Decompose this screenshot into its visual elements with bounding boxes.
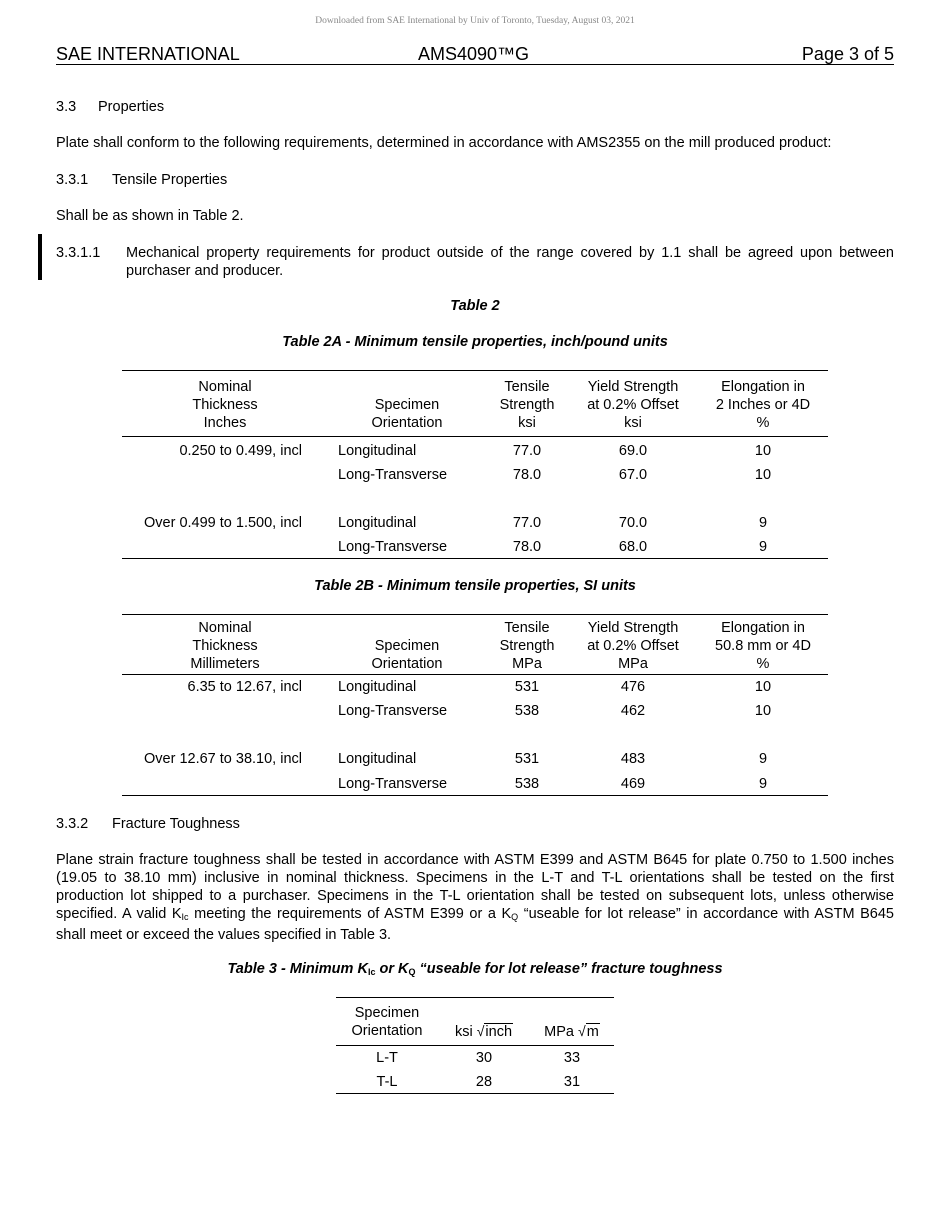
table-row bbox=[122, 514, 828, 532]
square-root-symbol: √inch bbox=[476, 1023, 513, 1040]
cell-tensile: 531 bbox=[514, 679, 540, 695]
cell-yield: 70.0 bbox=[618, 515, 648, 531]
cell-yield: 68.0 bbox=[618, 539, 648, 555]
text-run: Plane strain fracture toughness shall be tested in accordance with ASTM E399 and ASTM B645 for plate 0.750 to 1.500 inches (19.05 to 38.10 mm) inclusive in nominal thickness. Specimens in the L-T and T-L orientations shall be tested on the first production lot shipped to a purchaser. Specimens in the T-L orientation shall be tested on subsequent lots, unless otherwise specified. A valid K bbox=[56, 852, 894, 922]
cell-tensile: 77.0 bbox=[512, 515, 542, 531]
header-line: MPa bbox=[512, 656, 542, 672]
page-header bbox=[56, 44, 894, 65]
header-line: Strength bbox=[499, 397, 555, 413]
cell-orientation: Long-Transverse bbox=[338, 539, 448, 555]
cell-yield: 462 bbox=[620, 703, 646, 719]
unit-text: ksi bbox=[454, 1024, 473, 1040]
header-line: Yield Strength bbox=[587, 379, 679, 395]
header-line: Specimen bbox=[374, 397, 440, 413]
text-run: Table 3 - Minimum K bbox=[227, 961, 368, 977]
section-3-3-1-heading bbox=[56, 171, 894, 189]
header-orientation bbox=[336, 1004, 438, 1040]
cell-orientation: T-L bbox=[376, 1074, 398, 1090]
cell-orientation: Longitudinal bbox=[338, 679, 417, 695]
cell-elongation: 9 bbox=[758, 751, 768, 767]
table-top-rule bbox=[122, 370, 828, 371]
cell-thickness: Over 0.499 to 1.500, incl bbox=[144, 515, 302, 531]
cell-orientation: Long-Transverse bbox=[338, 703, 448, 719]
radicand: m bbox=[586, 1024, 599, 1040]
text-run: “useable for lot release” in accordance with ASTM B645 shall meet or exceed the values specified in Table 3. bbox=[56, 906, 894, 943]
table-row bbox=[122, 702, 828, 720]
table-row bbox=[122, 442, 828, 460]
header-elongation bbox=[698, 378, 828, 432]
radicand: inch bbox=[485, 1024, 513, 1040]
header-orientation bbox=[328, 637, 486, 673]
header-line: Inches bbox=[203, 415, 247, 431]
cell-orientation: Long-Transverse bbox=[338, 776, 448, 792]
cell-orientation: L-T bbox=[376, 1050, 398, 1066]
header-line: Nominal bbox=[198, 620, 252, 636]
table2a-caption: Table 2A - Minimum tensile properties, inch/pound units bbox=[282, 334, 668, 350]
fracture-toughness-paragraph bbox=[56, 851, 894, 944]
header-bottom-rule bbox=[122, 674, 828, 675]
subscript: Ic bbox=[181, 912, 189, 922]
table-row bbox=[122, 678, 828, 696]
section-3-3-heading bbox=[56, 98, 894, 116]
header-page-number: Page 3 of 5 bbox=[801, 44, 894, 64]
header-line: Orientation bbox=[371, 415, 443, 431]
cell-thickness: 6.35 to 12.67, incl bbox=[187, 679, 302, 695]
header-line: Specimen bbox=[374, 638, 440, 654]
cell-elongation: 9 bbox=[758, 539, 768, 555]
cell-elongation: 10 bbox=[754, 679, 772, 695]
header-elongation bbox=[698, 619, 828, 673]
cell-orientation: Long-Transverse bbox=[338, 467, 448, 483]
header-org: SAE INTERNATIONAL bbox=[56, 44, 240, 64]
header-line: Thickness bbox=[192, 397, 258, 413]
table2-reference-paragraph: Shall be as shown in Table 2. bbox=[56, 208, 244, 224]
cell-tensile: 538 bbox=[514, 776, 540, 792]
table2b-caption: Table 2B - Minimum tensile properties, SI units bbox=[314, 578, 636, 594]
table2b bbox=[122, 614, 828, 798]
section-number: 3.3 bbox=[56, 99, 77, 115]
cell-elongation: 10 bbox=[754, 467, 772, 483]
table-row bbox=[122, 466, 828, 484]
header-mpa-sqrt-m bbox=[530, 1022, 614, 1041]
header-line: Strength bbox=[499, 638, 555, 654]
cell-thickness: Over 12.67 to 38.10, incl bbox=[144, 751, 302, 767]
header-thickness bbox=[122, 619, 328, 673]
text-run: meeting the requirements of ASTM E399 or a K bbox=[188, 906, 512, 922]
subscript: Ic bbox=[367, 967, 376, 977]
table-row bbox=[336, 1073, 614, 1091]
header-orientation bbox=[328, 396, 486, 432]
cell-tensile: 77.0 bbox=[512, 443, 542, 459]
header-thickness bbox=[122, 378, 328, 432]
header-line: 2 Inches or 4D bbox=[715, 397, 811, 413]
cell-mpa: 31 bbox=[563, 1074, 581, 1090]
header-doc-number: AMS4090™G bbox=[418, 44, 530, 64]
table-bottom-rule bbox=[122, 795, 828, 796]
table-bottom-rule bbox=[336, 1093, 614, 1094]
header-tensile bbox=[486, 378, 568, 432]
revision-change-bar bbox=[38, 234, 42, 280]
header-line: Elongation in bbox=[721, 379, 805, 395]
section-number: 3.3.1 bbox=[56, 172, 89, 188]
header-line: at 0.2% Offset bbox=[587, 397, 679, 413]
cell-tensile: 531 bbox=[514, 751, 540, 767]
cell-elongation: 9 bbox=[758, 776, 768, 792]
table-top-rule bbox=[122, 614, 828, 615]
header-yield bbox=[568, 378, 698, 432]
table-bottom-rule bbox=[122, 558, 828, 559]
header-line: Yield Strength bbox=[587, 620, 679, 636]
text-run: “useable for lot release” fracture toughness bbox=[415, 961, 723, 977]
header-line: Tensile bbox=[504, 379, 550, 395]
header-line: Tensile bbox=[504, 620, 550, 636]
cell-tensile: 78.0 bbox=[512, 539, 542, 555]
header-line: Specimen bbox=[354, 1005, 420, 1021]
cell-thickness: 0.250 to 0.499, incl bbox=[179, 443, 302, 459]
cell-tensile: 538 bbox=[514, 703, 540, 719]
unit-text: MPa bbox=[544, 1024, 574, 1040]
download-notice: Downloaded from SAE International by Univ of Toronto, Tuesday, August 03, 2021 bbox=[315, 16, 635, 26]
text-run: or K bbox=[375, 961, 409, 977]
section-number: 3.3.1.1 bbox=[56, 245, 101, 261]
cell-elongation: 9 bbox=[758, 515, 768, 531]
header-line: % bbox=[756, 656, 770, 672]
table-row bbox=[122, 775, 828, 793]
cell-mpa: 33 bbox=[563, 1050, 581, 1066]
section-3-3-2-heading bbox=[56, 815, 894, 833]
cell-yield: 469 bbox=[620, 776, 646, 792]
cell-elongation: 10 bbox=[754, 703, 772, 719]
cell-elongation: 10 bbox=[754, 443, 772, 459]
cell-ksi: 28 bbox=[475, 1074, 493, 1090]
table3-caption bbox=[0, 961, 950, 977]
table-row bbox=[122, 538, 828, 556]
section-number: 3.3.2 bbox=[56, 816, 89, 832]
header-line: % bbox=[756, 415, 770, 431]
cell-orientation: Longitudinal bbox=[338, 515, 417, 531]
header-line: Thickness bbox=[192, 638, 258, 654]
cell-orientation: Longitudinal bbox=[338, 443, 417, 459]
header-line: MPa bbox=[618, 656, 648, 672]
section-title: Properties bbox=[98, 99, 165, 115]
header-bottom-rule bbox=[336, 1045, 614, 1046]
section-text: Mechanical property requirements for product outside of the range covered by 1.1 shall be agreed upon between purchaser and producer. bbox=[126, 245, 894, 279]
cell-yield: 69.0 bbox=[618, 443, 648, 459]
table-top-rule bbox=[336, 997, 614, 998]
header-yield bbox=[568, 619, 698, 673]
header-line: ksi bbox=[624, 415, 642, 431]
header-line: Orientation bbox=[371, 656, 443, 672]
header-line: Nominal bbox=[198, 379, 252, 395]
section-title: Fracture Toughness bbox=[112, 816, 240, 832]
header-line: Orientation bbox=[351, 1023, 423, 1039]
table2-title: Table 2 bbox=[450, 298, 500, 314]
cell-yield: 476 bbox=[620, 679, 646, 695]
header-line: 50.8 mm or 4D bbox=[715, 638, 811, 654]
header-line: ksi bbox=[518, 415, 536, 431]
header-tensile bbox=[486, 619, 568, 673]
plate-requirements-paragraph: Plate shall conform to the following requirements, determined in accordance with AMS2355 on the mill produced product: bbox=[56, 135, 832, 151]
cell-tensile: 78.0 bbox=[512, 467, 542, 483]
cell-orientation: Longitudinal bbox=[338, 751, 417, 767]
cell-yield: 483 bbox=[620, 751, 646, 767]
square-root-symbol: √m bbox=[578, 1023, 599, 1040]
header-line: Elongation in bbox=[721, 620, 805, 636]
header-bottom-rule bbox=[122, 436, 828, 437]
section-title: Tensile Properties bbox=[112, 172, 228, 188]
section-3-3-1-1 bbox=[56, 244, 894, 280]
table-row bbox=[122, 750, 828, 768]
header-line: at 0.2% Offset bbox=[587, 638, 679, 654]
table2a bbox=[122, 370, 828, 560]
subscript: Q bbox=[511, 912, 519, 922]
header-ksi-sqrt-inch bbox=[438, 1022, 530, 1041]
subscript: Q bbox=[408, 967, 416, 977]
cell-yield: 67.0 bbox=[618, 467, 648, 483]
table-row bbox=[336, 1049, 614, 1067]
cell-ksi: 30 bbox=[475, 1050, 493, 1066]
header-line: Millimeters bbox=[190, 656, 260, 672]
table3 bbox=[336, 997, 614, 1097]
